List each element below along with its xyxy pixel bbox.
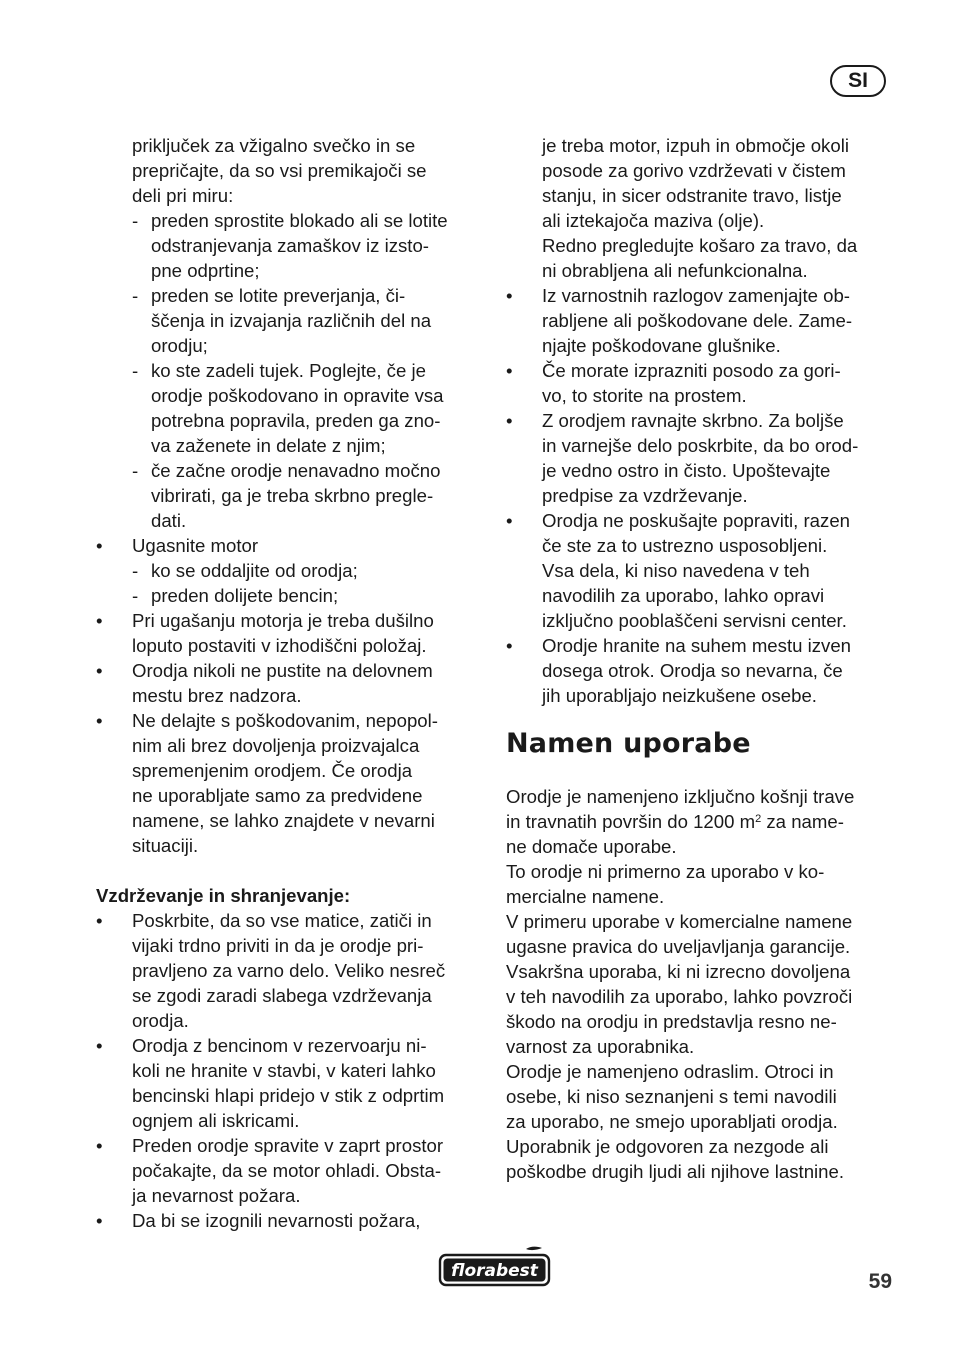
bullet-marker: • bbox=[506, 635, 513, 656]
text-line: Iz varnostnih razlogov zamenjajte ob- bbox=[542, 285, 850, 306]
text-line: škodo na orodju in predstavlja resno ne- bbox=[506, 1011, 837, 1032]
text-line: rabljene ali poškodovane dele. Zame- bbox=[542, 310, 853, 331]
text-line: Orodja nikoli ne pustite na delovnem bbox=[132, 660, 433, 681]
text-line: Vsa dela, ki niso navedena v teh bbox=[542, 560, 810, 581]
text-line: Da bi se izognili nevarnosti požara, bbox=[132, 1210, 421, 1231]
text-line: deli pri miru: bbox=[132, 185, 234, 206]
logo-wordmark: florabest bbox=[451, 1261, 538, 1281]
text-line: ugasne pravica do uveljavljanja garancije. bbox=[506, 936, 851, 957]
text-line: mercialne namene. bbox=[506, 886, 665, 907]
text-line: Ne delajte s poškodovanim, nepopol- bbox=[132, 710, 438, 731]
text-line: Orodje je namenjeno odraslim. Otroci in bbox=[506, 1061, 834, 1082]
dash-list-item bbox=[96, 583, 486, 608]
bullet-marker: • bbox=[96, 910, 103, 931]
bullet-list-item bbox=[96, 658, 486, 708]
text-line: vo, to storite na prostem. bbox=[542, 385, 747, 406]
dash-list-item bbox=[96, 283, 486, 358]
text-line: dosega otrok. Orodja so nevarna, če bbox=[542, 660, 843, 681]
text-line: izključno pooblaščeni servisni center. bbox=[542, 610, 847, 631]
right-column bbox=[506, 133, 898, 1184]
text-line: je vedno ostro in čisto. Upoštevajte bbox=[542, 460, 831, 481]
text-line: ko ste zadeli tujek. Poglejte, če je bbox=[151, 360, 426, 381]
dash-marker: - bbox=[132, 460, 139, 481]
text-line: se zgodi zaradi slabega vzdrževanja bbox=[132, 985, 432, 1006]
text-line: navodilih za uporabo, lahko opravi bbox=[542, 585, 825, 606]
dash-marker: - bbox=[132, 560, 139, 581]
dash-marker: - bbox=[132, 585, 139, 606]
text-line: preden sprostite blokado ali se lotite bbox=[151, 210, 448, 231]
text-line: Ugasnite motor bbox=[132, 535, 259, 556]
bullet-marker: • bbox=[96, 535, 103, 556]
text-line: ali iztekajoča maziva (olje). bbox=[542, 210, 765, 231]
text-line: Pri ugašanju motorja je treba dušilno bbox=[132, 610, 434, 631]
text-line: počakajte, da se motor ohladi. Obsta- bbox=[132, 1160, 442, 1181]
text-line: orodju; bbox=[151, 335, 208, 356]
dash-list-item bbox=[96, 208, 486, 283]
text-line: ognjem ali iskricami. bbox=[132, 1110, 300, 1131]
bullet-list-item bbox=[96, 1133, 486, 1208]
text-line: varnost za uporabnika. bbox=[506, 1036, 695, 1057]
text-line: ne uporabljate samo za predvidene bbox=[132, 785, 423, 806]
text-line: Z orodjem ravnajte skrbno. Za boljše bbox=[542, 410, 844, 431]
text-line-with-superscript bbox=[506, 809, 898, 834]
bullet-marker: • bbox=[96, 660, 103, 681]
text-fragment: in travnatih površin do 1200 m bbox=[506, 811, 756, 832]
page-number: 59 bbox=[868, 1270, 892, 1293]
text-line: jih uporabljajo neizkušene osebe. bbox=[542, 685, 817, 706]
dash-marker: - bbox=[132, 210, 139, 231]
text-line: Preden orodje spravite v zaprt prostor bbox=[132, 1135, 444, 1156]
text-line: Redno pregledujte košaro za travo, da bbox=[542, 235, 858, 256]
text-line: za uporabo, ne smejo uporabljati orodja. bbox=[506, 1111, 838, 1132]
text-line: Uporabnik je odgovoren za nezgode ali bbox=[506, 1136, 829, 1157]
section-heading: Namen uporabe bbox=[506, 728, 751, 759]
superscript: 2 bbox=[755, 813, 762, 825]
bullet-marker: • bbox=[506, 510, 513, 531]
text-line: mestu brez nadzora. bbox=[132, 685, 302, 706]
language-badge: SI bbox=[830, 65, 886, 97]
text-line: situaciji. bbox=[132, 835, 199, 856]
dash-list-item bbox=[96, 358, 486, 458]
text-line: ko se oddaljite od orodja; bbox=[151, 560, 358, 581]
bullet-marker: • bbox=[96, 1135, 103, 1156]
text-line: osebe, ki niso seznanjeni s temi navodili bbox=[506, 1086, 837, 1107]
text-line: potrebna popravila, preden ga zno- bbox=[151, 410, 441, 431]
bullet-list-item bbox=[506, 283, 898, 358]
text-line: poškodbe drugih ljudi ali njihove lastnine. bbox=[506, 1161, 845, 1182]
text-line: ja nevarnost požara. bbox=[132, 1185, 301, 1206]
left-column bbox=[96, 133, 486, 1233]
bullet-list-item bbox=[96, 1208, 486, 1233]
text-line: posode za gorivo vzdrževati v čistem bbox=[542, 160, 846, 181]
text-line: Vsakršna uporaba, ki ni izrecno dovoljena bbox=[506, 961, 851, 982]
text-line: ni obrabljena ali nefunkcionalna. bbox=[542, 260, 808, 281]
bullet-list-item bbox=[506, 408, 898, 508]
text-line: orodje poškodovano in opravite vsa bbox=[151, 385, 444, 406]
florabest-logo bbox=[438, 1245, 551, 1289]
bullet-list-item bbox=[96, 708, 486, 858]
bullet-list-item bbox=[506, 633, 898, 708]
text-line: če ste za to ustrezno usposobljeni. bbox=[542, 535, 828, 556]
bullet-list-item bbox=[96, 533, 486, 558]
text-line: loputo postaviti v izhodiščni položaj. bbox=[132, 635, 427, 656]
text-line: koli ne hranite v stavbi, v kateri lahko bbox=[132, 1060, 436, 1081]
text-line: je treba motor, izpuh in območje okoli bbox=[542, 135, 849, 156]
maintenance-heading: Vzdrževanje in shranjevanje: bbox=[96, 885, 351, 906]
text-line: če začne orodje nenavadno močno bbox=[151, 460, 441, 481]
bullet-marker: • bbox=[506, 285, 513, 306]
bullet-marker: • bbox=[96, 1035, 103, 1056]
continuation-paragraph bbox=[506, 133, 898, 283]
text-line: vibrirati, ga je treba skrbno pregle- bbox=[151, 485, 434, 506]
paragraph-gap bbox=[96, 858, 486, 883]
bullet-marker: • bbox=[506, 410, 513, 431]
text-line: vijaki trdno priviti in da je orodje pri- bbox=[132, 935, 424, 956]
text-line: odstranjevanja zamaškov iz izsto- bbox=[151, 235, 429, 256]
dash-marker: - bbox=[132, 360, 139, 381]
text-line: Orodja ne poskušajte popraviti, razen bbox=[542, 510, 851, 531]
text-line: bencinski hlapi pridejo v stik z odprtim bbox=[132, 1085, 445, 1106]
text-line: To orodje ni primerno za uporabo v ko- bbox=[506, 861, 825, 882]
text-line: prepričajte, da so vsi premikajoči se bbox=[132, 160, 427, 181]
bullet-list-item bbox=[506, 508, 898, 633]
bullet-list-item bbox=[96, 1033, 486, 1133]
text-line: pravljeno za varno delo. Veliko nesreč bbox=[132, 960, 446, 981]
text-line: V primeru uporabe v komercialne namene bbox=[506, 911, 853, 932]
text-line: ne domače uporabe. bbox=[506, 836, 677, 857]
text-line: Orodja z bencinom v rezervoarju ni- bbox=[132, 1035, 427, 1056]
intro-paragraph bbox=[96, 133, 486, 208]
text-line: Poskrbite, da so vse matice, zatiči in bbox=[132, 910, 432, 931]
text-line: njajte poškodovane glušnike. bbox=[542, 335, 781, 356]
bullet-list-item bbox=[96, 608, 486, 658]
bullet-list-item bbox=[96, 908, 486, 1033]
text-line: in varnejše delo poskrbite, da bo orod- bbox=[542, 435, 859, 456]
text-line: va zaženete in delate z njim; bbox=[151, 435, 386, 456]
text-line: spremenjenim orodjem. Če orodja bbox=[132, 760, 413, 781]
text-fragment: za name- bbox=[761, 811, 844, 832]
dash-list-item bbox=[96, 558, 486, 583]
text-line: preden se lotite preverjanja, či- bbox=[151, 285, 406, 306]
dash-marker: - bbox=[132, 285, 139, 306]
text-line: predpise za vzdrževanje. bbox=[542, 485, 748, 506]
bullet-marker: • bbox=[96, 610, 103, 631]
bullet-marker: • bbox=[96, 710, 103, 731]
text-line: nim ali brez dovoljenja proizvajalca bbox=[132, 735, 420, 756]
text-line: Če morate izprazniti posodo za gori- bbox=[542, 360, 841, 381]
text-line: stanju, in sicer odstranite travo, listje bbox=[542, 185, 842, 206]
bullet-marker: • bbox=[506, 360, 513, 381]
bullet-list-item bbox=[506, 358, 898, 408]
usage-paragraph bbox=[506, 784, 898, 1184]
text-line: priključek za vžigalno svečko in se bbox=[132, 135, 416, 156]
text-line: orodja. bbox=[132, 1010, 189, 1031]
text-line: ščenja in izvajanja različnih del na bbox=[151, 310, 432, 331]
text-line: v teh navodilih za uporabo, lahko povzroči bbox=[506, 986, 853, 1007]
text-line: dati. bbox=[151, 510, 187, 531]
text-line: Orodje je namenjeno izključno košnji trave bbox=[506, 786, 855, 807]
text-line: pne odprtine; bbox=[151, 260, 260, 281]
text-line: Orodje hranite na suhem mestu izven bbox=[542, 635, 852, 656]
text-line: namene, se lahko znajdete v nevarni bbox=[132, 810, 435, 831]
dash-list-item bbox=[96, 458, 486, 533]
text-line: preden dolijete bencin; bbox=[151, 585, 339, 606]
bullet-marker: • bbox=[96, 1210, 103, 1231]
